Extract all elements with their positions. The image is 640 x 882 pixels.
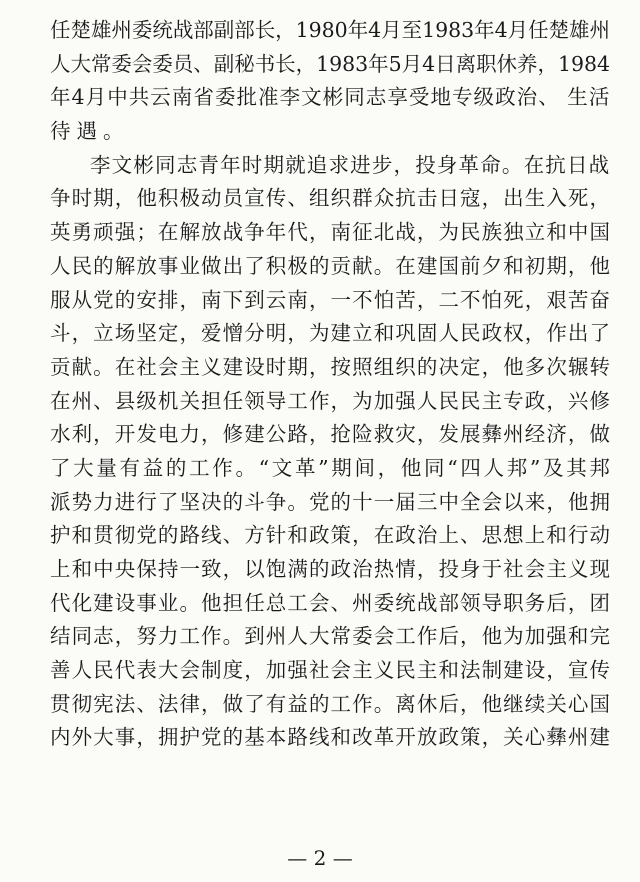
text-line: 争时期，他积极动员宣传、组织群众抗击日寇，出生入死， — [50, 186, 612, 211]
page-number: — 2 — — [287, 846, 353, 870]
text-line: 代化建设事业。他担任总工会、州委统战部领导职务后，团 — [50, 590, 612, 615]
text-line: 贯彻宪法、法律，做了有益的工作。离休后，他继续关心国 — [50, 691, 612, 716]
text-line: 服从党的安排，南下到云南，一不怕苦，二不怕死，艰苦奋 — [50, 287, 612, 312]
text-line: 待遇。 — [50, 119, 130, 144]
text-line: 任楚雄州委统战部副部长，1980年4月至1983年4月任楚雄州 — [50, 18, 610, 42]
text-line: 结同志，努力工作。到州人大常委会工作后，他为加强和完 — [50, 624, 612, 649]
text-line: 在州、县级机关担任领导工作，为加强人民民主专政，兴修 — [50, 388, 612, 413]
text-line: 上和中央保持一致，以饱满的政治热情，投身于社会主义现 — [50, 557, 612, 581]
text-line: 人民的解放事业做出了积极的贡献。在建国前夕和初期，他 — [50, 253, 612, 278]
text-line: 贡献。在社会主义建设时期，按照组织的决定，他多次辗转 — [50, 354, 612, 379]
text-line: 护和贯彻党的路线、方针和政策，在政治上、思想上和行动 — [50, 523, 612, 548]
text-line: 水利，开发电力，修建公路，抢险救灾，发展彝州经济，做 — [50, 422, 612, 447]
text-line: 派势力进行了坚决的斗争。党的十一届三中全会以来，他拥 — [50, 489, 612, 514]
text-line: 李文彬同志青年时期就追求进步，投身革命。在抗日战 — [90, 152, 611, 177]
text-line: 了大量有益的工作。“文革”期间，他同“四人邦”及其邦 — [50, 455, 613, 480]
text-line: 年4月中共云南省委批准李文彬同志享受地专级政治、 生活 — [50, 85, 611, 110]
text-line: 人大常委会委员、副秘书长，1983年5月4日离职休养，1984 — [50, 51, 610, 76]
text-line: 内外大事，拥护党的基本路线和改革开放政策，关心彝州建 — [50, 725, 612, 750]
text-line: 英勇顽强；在解放战争年代，南征北战，为民族独立和中国 — [50, 220, 612, 245]
text-line: 斗，立场坚定，爱憎分明，为建立和巩固人民政权，作出了 — [50, 321, 612, 346]
text-line: 善人民代表大会制度，加强社会主义民主和法制建设，宣传 — [50, 658, 612, 683]
document-body — [50, 14, 622, 755]
